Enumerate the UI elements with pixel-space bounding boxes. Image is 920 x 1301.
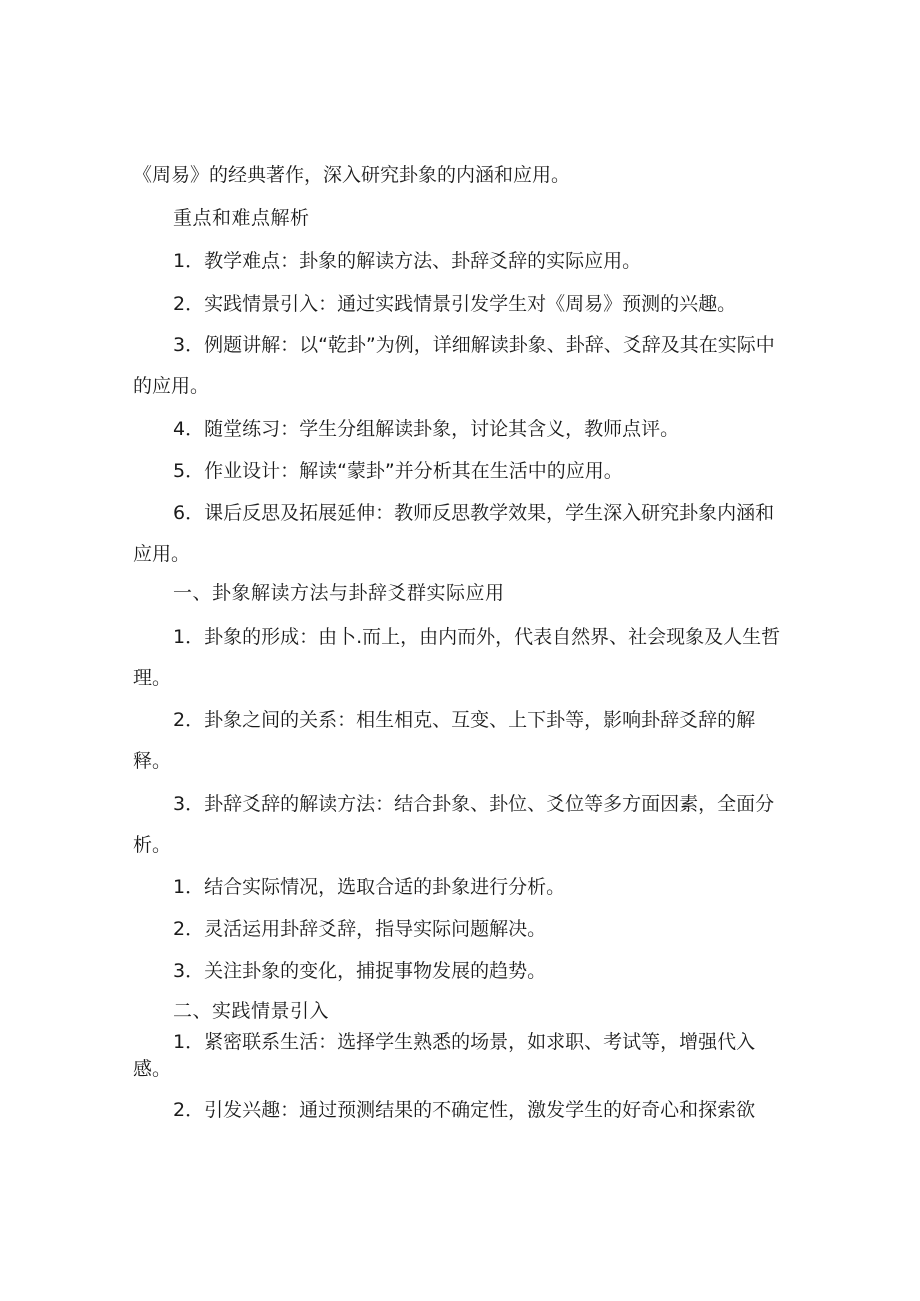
heading-section-one: 一、卦象解读方法与卦辞爻群实际应用: [173, 582, 505, 604]
section-two-item-2: 2．引发兴趣：通过预测结果的不确定性，激发学生的好奇心和探索欲: [173, 1099, 756, 1121]
section-two-item-1: 1．紧密联系生活：选择学生熟悉的场景，如求职、考试等，增强代入感。: [133, 1031, 756, 1080]
section-one-item-a2: 2．卦象之间的关系：相生相克、互变、上下卦等，影响卦辞爻辞的解释。: [133, 709, 756, 772]
section-one-item-b3: 3．关注卦象的变化，捕捉事物发展的趋势。: [173, 960, 547, 982]
key-point-item-3: 3．例题讲解：以“乾卦”为例，详细解读卦象、卦辞、爻辞及其在实际中的应用。: [133, 334, 775, 397]
key-point-item-6: 6．课后反思及拓展延伸：教师反思教学效果，学生深入研究卦象内涵和应用。: [133, 502, 775, 565]
section-one-item-a1: 1．卦象的形成：由卜.而上，由内而外，代表自然界、社会现象及人生哲理。: [133, 626, 781, 689]
key-point-item-5: 5．作业设计：解读“蒙卦”并分析其在生活中的应用。: [173, 460, 623, 482]
section-one-item-b2: 2．灵活运用卦辞爻辞，指导实际问题解决。: [173, 918, 547, 940]
heading-key-points: 重点和难点解析: [173, 207, 310, 229]
intro-paragraph: 《周易》的经典著作，深入研究卦象的内涵和应用。: [133, 164, 571, 186]
key-point-item-4: 4．随堂练习：学生分组解读卦象，讨论其含义，教师点评。: [173, 418, 680, 440]
heading-section-two: 二、实践情景引入: [173, 1000, 330, 1022]
key-point-item-2: 2．实践情景引入：通过实践情景引发学生对《周易》预测的兴趣。: [173, 293, 737, 315]
section-one-item-b1: 1．结合实际情况，选取合适的卦象进行分析。: [173, 876, 566, 898]
key-point-item-1: 1．教学难点：卦象的解读方法、卦辞爻辞的实际应用。: [173, 250, 642, 272]
section-one-item-a3: 3．卦辞爻辞的解读方法：结合卦象、卦位、爻位等多方面因素，全面分析。: [133, 793, 775, 856]
